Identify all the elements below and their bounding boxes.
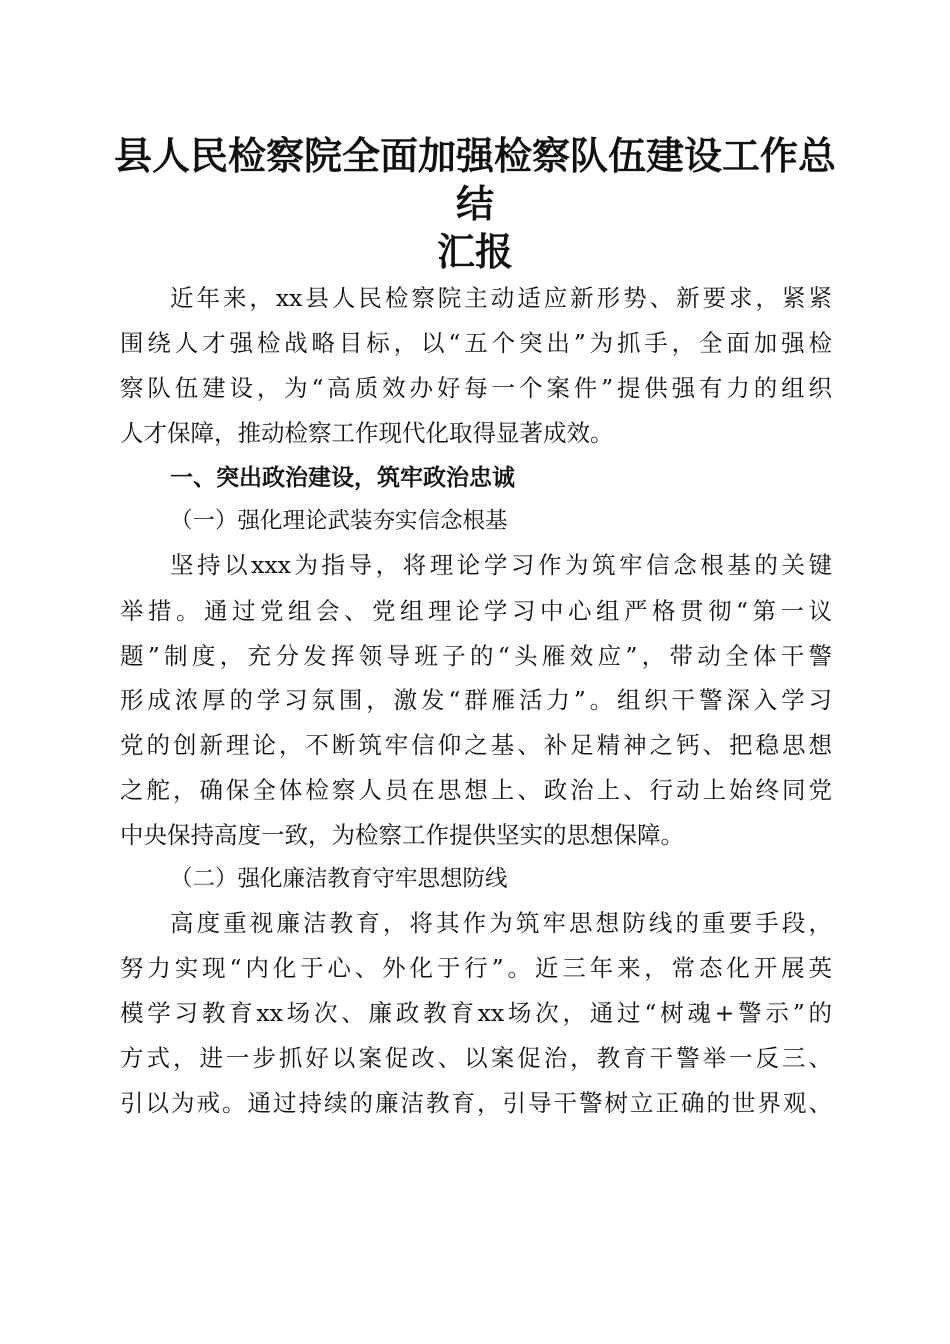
sub2-line-4: 方式，进一步抓好以案促改、以案促治，教育干警举一反三、 [120, 1044, 832, 1072]
sub1-line-7: 中央保持高度一致，为检察工作提供坚实的思想保障。 [120, 821, 684, 849]
subsection-2-heading: （二）强化廉洁教育守牢思想防线 [170, 866, 508, 892]
sub1-line-6: 之舵，确保全体检察人员在思想上、政治上、行动上始终同党 [120, 776, 832, 804]
sub1-line-1: 坚持以xxx为指导，将理论学习作为筑牢信念根基的关键 [170, 551, 832, 579]
intro-line-3: 察队伍建设，为“高质效办好每一个案件”提供强有力的组织 [120, 374, 832, 402]
title-line-1: 县人民检察院全面加强检察队伍建设工作总结 [113, 133, 836, 226]
document-title [110, 132, 840, 276]
sub2-line-5: 引以为戒。通过持续的廉洁教育，引导干警树立正确的世界观、 [120, 1089, 832, 1117]
subsection-1-heading: （一）强化理论武装夯实信念根基 [170, 508, 508, 534]
sub2-line-3: 模学习教育xx场次、廉政教育xx场次，通过“树魂+警示”的 [120, 999, 832, 1027]
intro-line-1: 近年来，xx县人民检察院主动适应新形势、新要求，紧紧 [170, 284, 832, 312]
sub2-line-2: 努力实现“内化于心、外化于行”。近三年来，常态化开展英 [120, 954, 832, 982]
sub1-line-5: 党的创新理论，不断筑牢信仰之基、补足精神之钙、把稳思想 [120, 731, 832, 759]
sub1-line-2: 举措。通过党组会、党组理论学习中心组严格贯彻“第一议 [120, 597, 832, 625]
title-line-2: 汇报 [436, 229, 513, 274]
section-1-heading: 一、突出政治建设，筑牢政治忠诚 [170, 465, 515, 491]
intro-line-2: 围绕人才强检战略目标，以“五个突出”为抓手，全面加强检 [120, 329, 832, 357]
sub2-line-1: 高度重视廉洁教育，将其作为筑牢思想防线的重要手段， [170, 909, 832, 937]
sub1-line-3: 题”制度，充分发挥领导班子的“头雁效应”，带动全体干警 [120, 642, 832, 670]
sub1-line-4: 形成浓厚的学习氛围，激发“群雁活力”。组织干警深入学习 [120, 686, 832, 714]
intro-line-4: 人才保障，推动检察工作现代化取得显著成效。 [120, 419, 614, 447]
